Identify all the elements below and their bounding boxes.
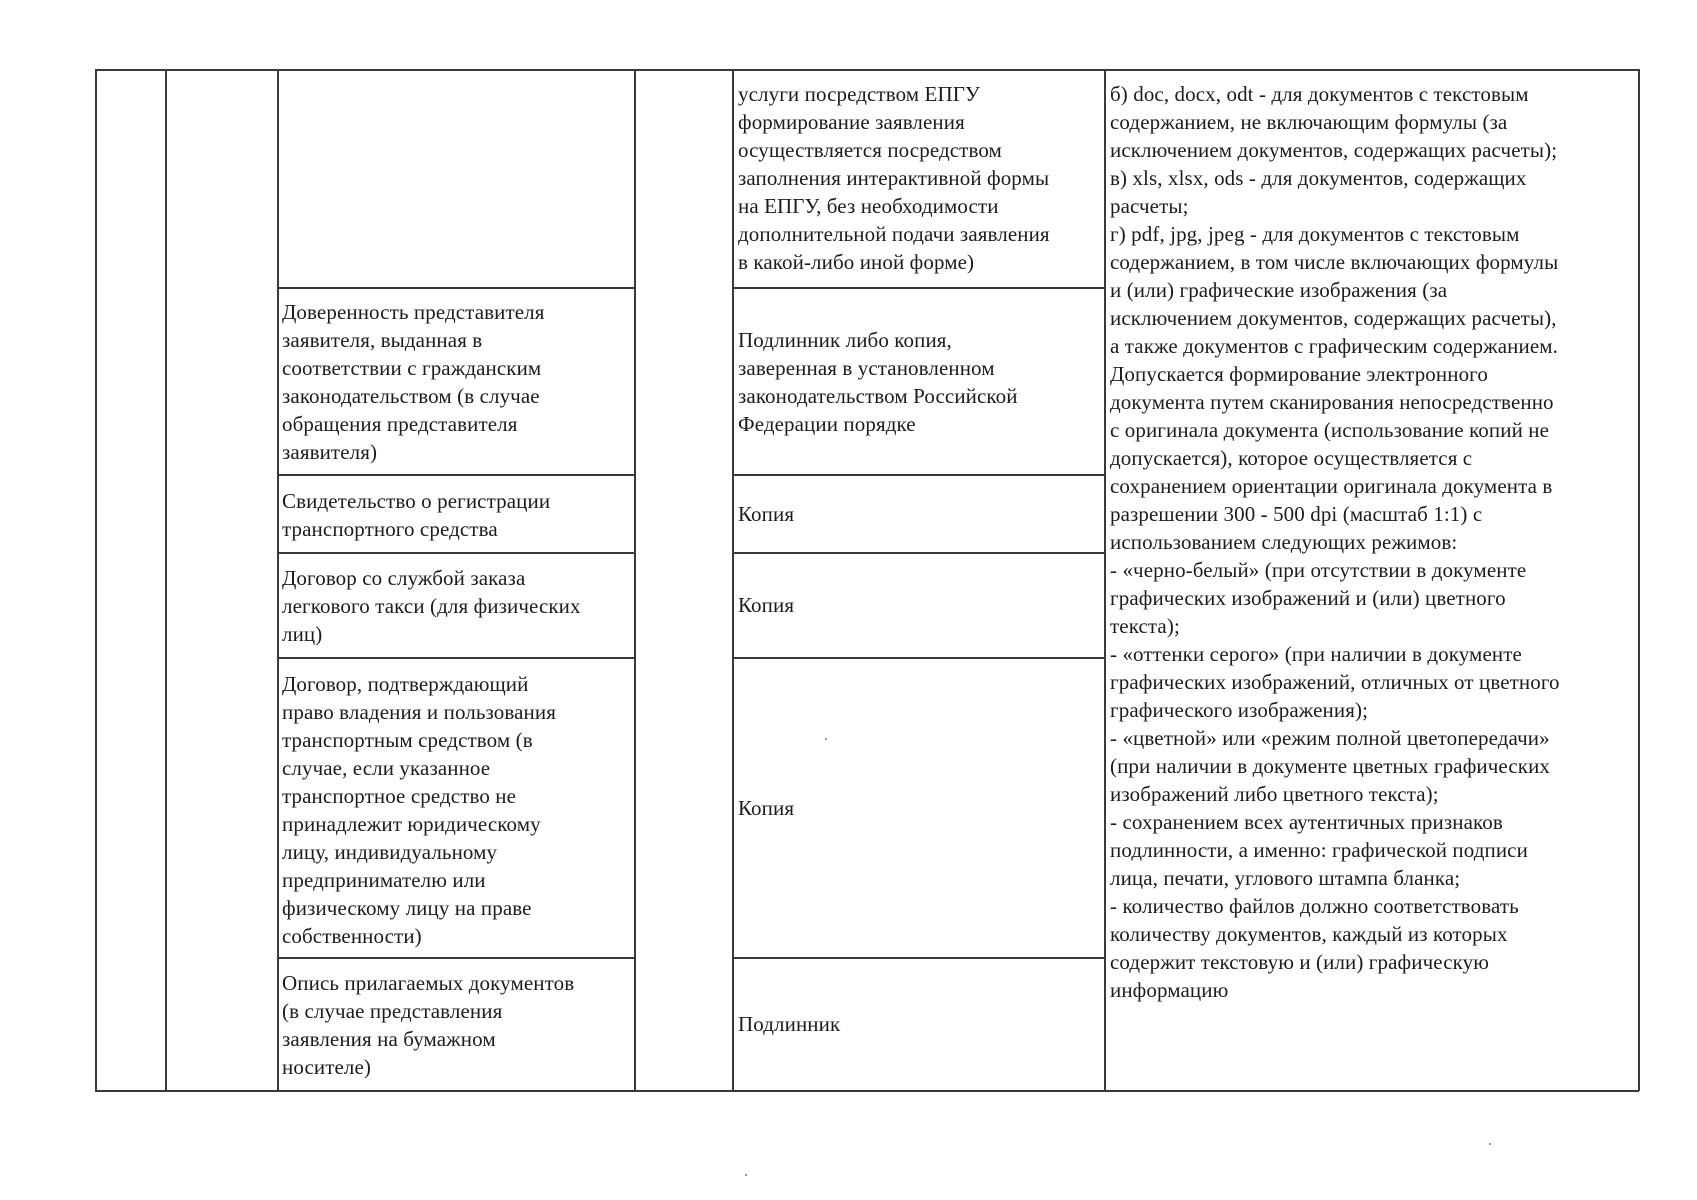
- document-name-cell: Договор со службой заказа легкового такси (для физических лиц): [282, 566, 581, 646]
- scan-speck: [745, 1174, 747, 1176]
- column-line: [1104, 69, 1106, 1091]
- document-form-cell: Подлинник: [738, 1012, 841, 1036]
- document-name-cell: Опись прилагаемых документов (в случае представления заявления на бумажном носителе): [282, 971, 575, 1079]
- row-line: [277, 657, 635, 659]
- column-line: [165, 69, 167, 1091]
- document-name-cell: Договор, подтверждающий право владения и пользования транспортным средством (в случае, если указанное транспортное средство не принадлежит юридическому лицу, индивидуальному предпринимателю или физическому лицу на праве собственности): [282, 672, 556, 948]
- column-line: [732, 69, 734, 1091]
- scan-speck: [825, 738, 827, 740]
- electronic-format-requirements: б) doc, docx, odt - для документов с текстовым содержанием, не включающим формулы (за исключением документов, содержащих расчеты); в) xls, xlsx, ods - для документов, содержащих расчеты; г) pdf, jpg, jpeg - для документов с текстовым содержанием, в том числе включающих формулы и (или) графические изображения (за исключением документов, содержащих расчеты), а также документов с графическим содержанием. Допускается формирование электронного документа путем сканирования непосредственно с оригинала документа (использование копий не допускается), которое осуществляется с сохранением ориентации оригинала документа в разрешении 300 - 500 dpi (масштаб 1:1) с использованием следующих режимов: - «черно-белый» (при отсутствии в документе графических изображений и (или) цветного текста); - «оттенки серого» (при наличии в документе графических изображений, отличных от цветного графического изображения); - «цветной» или «режим полной цветопередачи» (при наличии в документе цветных графических изображений либо цветного текста); - сохранением всех аутентичных признаков подлинности, а именно: графической подписи лица, печати, углового штампа бланка; - количество файлов должно соответствовать количеству документов, каждый из которых содержит текстовую и (или) графическую информацию: [1110, 82, 1560, 1002]
- column-line: [1638, 69, 1640, 1091]
- document-form-cell: Копия: [738, 502, 795, 526]
- column-line: [634, 69, 636, 1091]
- row-line: [732, 474, 1105, 476]
- column-line: [277, 69, 279, 1091]
- document-form-cell: Подлинник либо копия, заверенная в установленном законодательством Российской Федерации порядке: [738, 328, 1018, 436]
- row-line: [277, 474, 635, 476]
- row-line: [277, 287, 635, 289]
- document-name-cell: Доверенность представителя заявителя, выданная в соответствии с гражданским законодательством (в случае обращения представителя заявителя): [282, 300, 545, 464]
- row-line: [732, 552, 1105, 554]
- row-line: [732, 287, 1105, 289]
- row-line: [277, 552, 635, 554]
- document-form-cell: Копия: [738, 593, 795, 617]
- scan-speck: [1489, 1143, 1491, 1145]
- document-form-cell: услуги посредством ЕПГУ формирование заявления осуществляется посредством заполнения интерактивной формы на ЕПГУ, без необходимости дополнительной подачи заявления в какой-либо иной форме): [738, 82, 1050, 274]
- document-name-cell: Свидетельство о регистрации транспортного средства: [282, 489, 551, 541]
- table-bottom-border: [95, 1090, 1639, 1092]
- document-form-cell: Копия: [738, 796, 795, 820]
- column-line: [95, 69, 97, 1091]
- row-line: [732, 657, 1105, 659]
- row-line: [732, 957, 1105, 959]
- row-line: [277, 957, 635, 959]
- table-top-border: [95, 69, 1639, 71]
